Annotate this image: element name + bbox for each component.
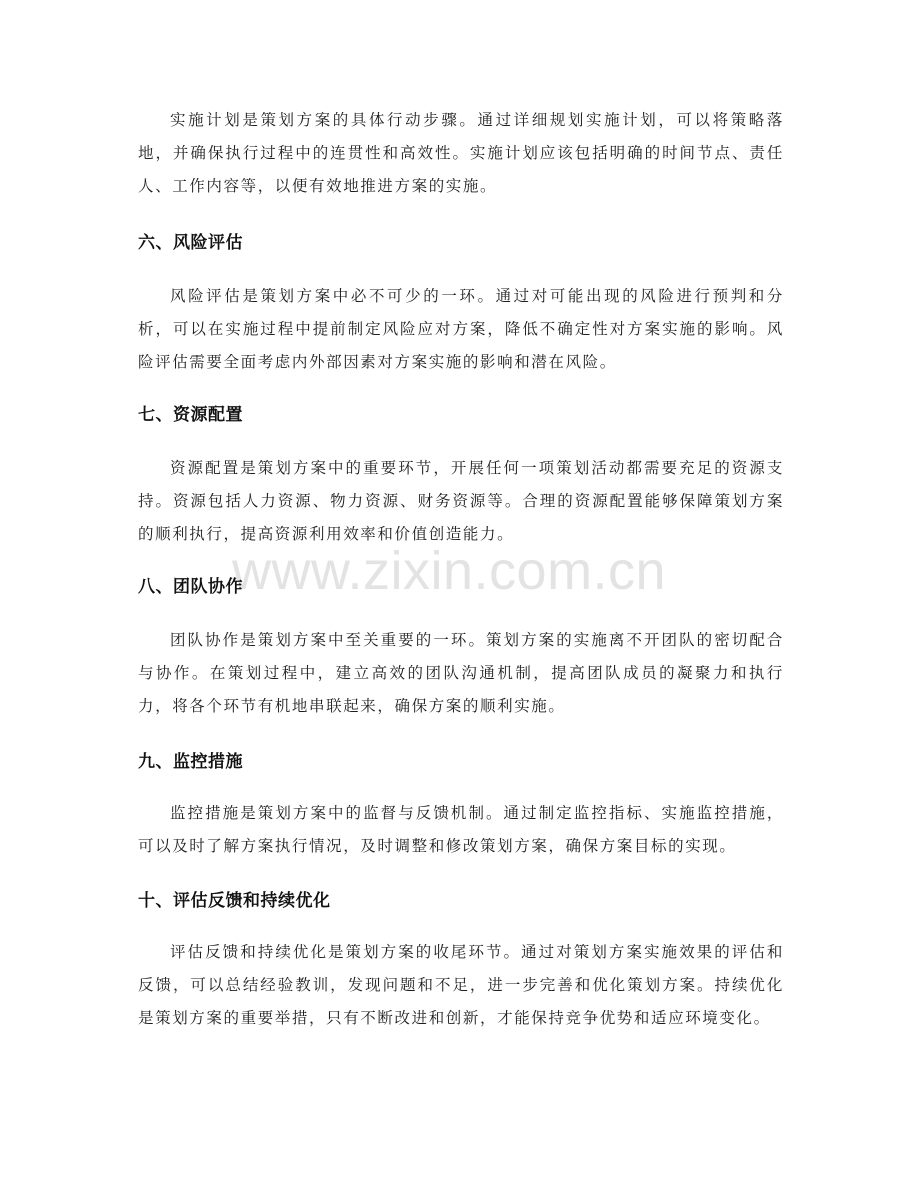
section-paragraph-evaluation-optimization: 评估反馈和持续优化是策划方案的收尾环节。通过对策划方案实施效果的评估和反馈，可以总结经验教训，发现问题和不足，进一步完善和优化策划方案。持续优化是策划方案的重要举措，只有不断改进和创新，才能保持竞争优势和适应环境变化。 (138, 943, 784, 1027)
section-heading-monitoring-measures: 九、监控措施 (138, 752, 243, 772)
section-heading-evaluation-optimization: 十、评估反馈和持续优化 (138, 891, 331, 911)
section-paragraph-risk-assessment: 风险评估是策划方案中必不可少的一环。通过对可能出现的风险进行预判和分析，可以在实施过程中提前制定风险应对方案，降低不确定性对方案实施的影响。风险评估需要全面考虑内外部因素对方案实施的影响和潜在风险。 (138, 287, 784, 371)
watermark: www.zixin.com.cn (232, 541, 667, 601)
section-paragraph-monitoring-measures: 监控措施是策划方案中的监督与反馈机制。通过制定监控指标、实施监控措施，可以及时了解方案执行情况，及时调整和修改策划方案，确保方案目标的实现。 (138, 804, 784, 855)
section-heading-resource-allocation: 七、资源配置 (138, 405, 243, 425)
section-heading-risk-assessment: 六、风险评估 (138, 233, 243, 253)
intro-paragraph: 实施计划是策划方案的具体行动步骤。通过详细规划实施计划，可以将策略落地，并确保执行过程中的连贯性和高效性。实施计划应该包括明确的时间节点、责任人、工作内容等，以便有效地推进方案的实施。 (138, 111, 784, 195)
section-heading-team-collaboration: 八、团队协作 (138, 577, 243, 597)
section-paragraph-resource-allocation: 资源配置是策划方案中的重要环节，开展任何一项策划活动都需要充足的资源支持。资源包括人力资源、物力资源、财务资源等。合理的资源配置能够保障策划方案的顺利执行，提高资源利用效率和价值创造能力。 (138, 459, 784, 543)
section-paragraph-team-collaboration: 团队协作是策划方案中至关重要的一环。策划方案的实施离不开团队的密切配合与协作。在策划过程中，建立高效的团队沟通机制，提高团队成员的凝聚力和执行力，将各个环节有机地串联起来，确保方案的顺利实施。 (138, 631, 784, 715)
